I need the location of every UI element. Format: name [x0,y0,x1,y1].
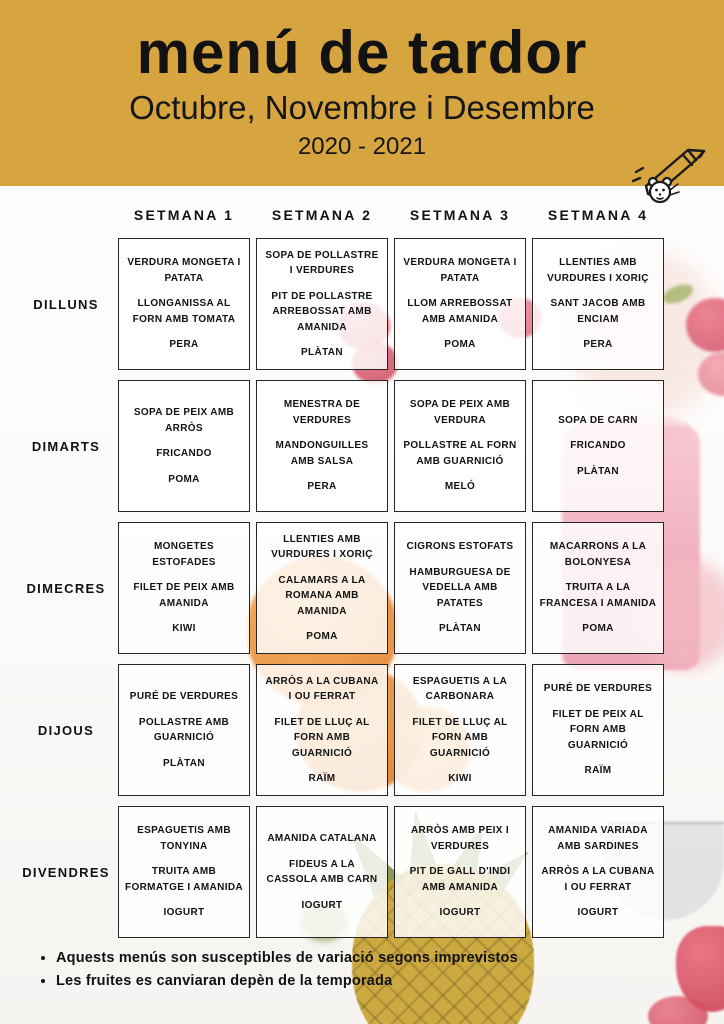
menu-cell-dilluns-s1 [118,238,250,370]
menu-item: PLÀTAN [163,757,205,769]
menu-cell-dimecres-s4 [532,522,664,654]
footer-note: • Aquests menús son susceptibles de variació segons imprevistos [56,950,518,966]
menu-cell-dilluns-s2 [256,238,388,370]
menu-item: IOGURT [439,907,481,919]
menu-item: PLÀTAN [301,347,343,358]
menu-item: FILET DE LLUÇ AL FORN AMB GUARNICIÓ [274,716,370,759]
menu-cell-dijous-s2 [256,664,388,796]
menu-item: POLLASTRE AL FORN AMB GUARNICIÓ [403,440,517,467]
menu-item: FILET DE PEIX AL FORN AMB GUARNICIÓ [552,708,644,751]
day-label-dimarts: DIMARTS [31,438,101,454]
menu-item: FILET DE LLUÇ AL FORN AMB GUARNICIÓ [412,716,508,759]
menu-item: VERDURA MONGETA I PATATA [127,257,241,284]
menu-item: ARRÒS AMB PEIX I VERDURES [410,825,510,852]
header-band [0,0,724,186]
menu-item: RAÏM [584,765,612,777]
header-subtitle: Octubre, Novembre i Desembre [129,89,595,126]
pencil-mouse-doodle-icon [626,134,720,210]
menu-item: VERDURA MONGETA I PATATA [403,257,517,284]
menu-item: PERA [307,481,337,493]
menu-item: MANDONGUILLES AMB SALSA [275,440,369,467]
menu-cell-divendres-s4 [532,806,664,938]
menu-item: PURÉ DE VERDURES [129,691,239,702]
menu-item: LLENTIES AMB VURDURES I XORIÇ [271,533,373,560]
week-header-2: SETMANA 2 [271,207,373,223]
menu-item: SOPA DE PEIX AMB VERDURA [409,399,511,426]
menu-item: PIT DE GALL D'INDI AMB AMANIDA [409,866,511,893]
menu-item: POLLASTRE AMB GUARNICIÓ [138,716,230,743]
menu-item: LLENTIES AMB VURDURES I XORIÇ [547,257,649,284]
header-years: 2020 - 2021 [297,133,427,160]
menu-item: POMA [444,339,476,351]
menu-item: FILET DE PEIX AMB AMANIDA [133,582,235,609]
menu-cell-dijous-s3 [394,664,526,796]
menu-item: PERA [169,339,199,351]
menu-item: PLÀTAN [577,465,619,477]
menu-cell-dimarts-s2 [256,380,388,512]
menu-item: SANT JACOB AMB ENCIAM [550,298,646,325]
menu-item: IOGURT [577,907,619,919]
menu-cell-divendres-s2 [256,806,388,938]
menu-cell-dilluns-s4 [532,238,664,370]
menu-item: FIDEUS A LA CASSOLA AMB CARN [266,858,378,885]
menu-cell-divendres-s3 [394,806,526,938]
menu-item: MENESTRA DE VERDURES [283,399,361,426]
menu-item: MONGETES ESTOFADES [152,541,216,568]
page-title: menú de tardor [136,19,588,86]
menu-item: SOPA DE PEIX AMB ARRÒS [133,407,235,434]
menu-item: TRUITA A LA FRANCESA I AMANIDA [539,582,657,609]
menu-item: IOGURT [301,899,343,911]
footer-note: • Les fruites es canviaran depèn de la temporada [56,973,518,989]
menu-table [20,202,664,938]
menu-item: PURÉ DE VERDURES [543,683,653,695]
menu-item: CIGRONS ESTOFATS [406,541,514,553]
footer-notes [34,950,518,996]
menu-item: PLÀTAN [439,623,481,635]
menu-item: KIWI [172,623,196,635]
menu-item: KIWI [448,773,472,784]
menu-cell-dimecres-s2 [256,522,388,654]
menu-cell-dimarts-s1 [118,380,250,512]
menu-item: AMANIDA VARIADA AMB SARDINES [548,825,648,852]
menu-cell-dimecres-s3 [394,522,526,654]
menu-item: POMA [306,631,338,642]
menu-item: SOPA DE CARN [558,414,638,426]
menu-item: CALAMARS A LA ROMANA AMB AMANIDA [278,574,366,617]
menu-cell-dilluns-s3 [394,238,526,370]
menu-item: ESPAGUETIS AMB TONYINA [137,825,231,852]
week-header-3: SETMANA 3 [409,207,511,223]
day-label-dijous: DIJOUS [37,722,95,738]
menu-cell-dijous-s1 [118,664,250,796]
menu-item: POMA [168,473,200,485]
week-header-4: SETMANA 4 [547,207,649,223]
menu-item: PIT DE POLLASTRE ARREBOSSAT AMB AMANIDA [271,290,373,333]
menu-item: HAMBURGUESA DE VEDELLA AMB PATATES [409,566,511,609]
menu-item: ARRÒS A LA CUBANA I OU FERRAT [541,866,655,893]
week-header-1: SETMANA 1 [133,207,235,223]
menu-item: LLONGANISSA AL FORN AMB TOMATA [132,298,236,325]
menu-item: IOGURT [163,907,205,919]
menu-cell-divendres-s1 [118,806,250,938]
day-label-dimecres: DIMECRES [26,580,106,596]
menu-item: POMA [582,623,614,635]
table-corner-spacer [20,202,112,228]
menu-cell-dimecres-s1 [118,522,250,654]
day-label-dilluns: DILLUNS [33,296,99,312]
menu-cell-dimarts-s3 [394,380,526,512]
menu-item: TRUITA AMB FORMATGE I AMANIDA [125,866,243,893]
menu-item: RAÏM [308,773,336,784]
menu-item: MACARRONS A LA BOLONYESA [549,541,647,568]
menu-cell-dijous-s4 [532,664,664,796]
menu-item: ESPAGUETIS A LA CARBONARA [412,675,508,702]
menu-item: SOPA DE POLLASTRE I VERDURES [265,249,379,276]
day-label-divendres: DIVENDRES [22,864,110,880]
menu-item: AMANIDA CATALANA [267,833,377,844]
menu-item: MELÓ [444,481,476,493]
menu-item: PERA [583,339,613,351]
menu-item: FRICANDO [570,440,626,452]
menu-item: FRICANDO [156,448,212,459]
menu-item: ARRÒS A LA CUBANA I OU FERRAT [265,675,379,702]
menu-item: LLOM ARREBOSSAT AMB AMANIDA [407,298,513,325]
menu-cell-dimarts-s4 [532,380,664,512]
